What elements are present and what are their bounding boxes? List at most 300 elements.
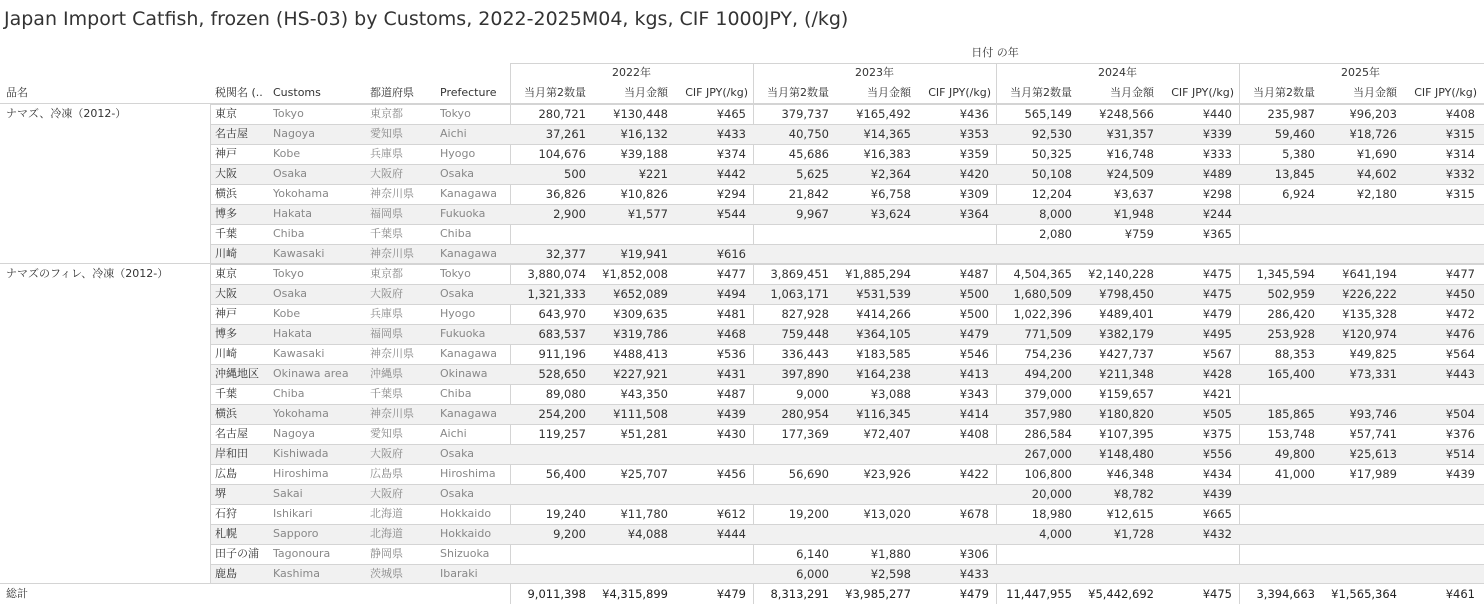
value-cell: ¥31,357 [1106, 127, 1154, 141]
value-cell: ¥111,508 [613, 407, 668, 421]
value-cell [821, 524, 911, 544]
row-divider [210, 524, 1484, 525]
value-cell [1385, 544, 1475, 564]
measure-header: CIF JPY(/kg) [928, 86, 991, 99]
value-cell: ¥472 [1445, 307, 1475, 321]
value-cell: ¥505 [1202, 407, 1232, 421]
value-cell: ¥468 [716, 327, 746, 341]
customs-jp: 大阪 [215, 287, 237, 300]
total-cell: 3,394,663 [1256, 587, 1315, 601]
value-cell: ¥531,539 [856, 287, 911, 301]
value-cell: 528,650 [538, 367, 586, 381]
value-cell: 286,420 [1267, 307, 1315, 321]
prefecture-en: Hyogo [440, 307, 476, 320]
customs-en: Kobe [273, 147, 301, 160]
row-divider [510, 63, 1484, 64]
value-cell [578, 484, 668, 504]
value-cell: 1,680,509 [1013, 287, 1072, 301]
prefecture-en: Kanagawa [440, 187, 497, 200]
prefecture-en: Aichi [440, 427, 467, 440]
row-divider [210, 144, 1484, 145]
value-cell: ¥432 [1202, 527, 1232, 541]
value-cell: ¥25,613 [1349, 447, 1397, 461]
customs-en: Kashima [273, 567, 320, 580]
value-cell: ¥116,345 [856, 407, 911, 421]
value-cell: 89,080 [545, 387, 586, 401]
value-cell: ¥1,728 [1113, 527, 1154, 541]
value-cell: ¥211,348 [1099, 367, 1154, 381]
product-name: ナマズ、冷凍（2012-） [6, 107, 127, 120]
value-cell: 1,345,594 [1256, 267, 1315, 281]
value-cell [899, 524, 989, 544]
value-cell: 379,737 [781, 107, 829, 121]
value-cell: ¥376 [1445, 427, 1475, 441]
value-cell: ¥3,624 [870, 207, 911, 221]
value-cell [1385, 484, 1475, 504]
value-cell: ¥798,450 [1099, 287, 1154, 301]
prefecture-jp: 大阪府 [370, 447, 403, 460]
prefecture-en: Osaka [440, 287, 475, 300]
value-cell: ¥16,383 [863, 147, 911, 161]
customs-jp: 川崎 [215, 247, 237, 260]
row-divider [210, 464, 1484, 465]
measure-header: 当月第2数量 [524, 86, 586, 99]
dim-header: 税関名 (.. [215, 86, 263, 99]
value-cell: 9,200 [553, 527, 586, 541]
value-cell [656, 224, 746, 244]
chart-title: Japan Import Catfish, frozen (HS-03) by Customs, 2022-2025M04, kgs, CIF 1000JPY, (/kg) [4, 8, 849, 30]
value-cell: ¥16,132 [620, 127, 668, 141]
value-cell: ¥436 [959, 107, 989, 121]
value-cell: 253,928 [1267, 327, 1315, 341]
value-cell [578, 544, 668, 564]
value-cell: 5,625 [796, 167, 829, 181]
customs-jp: 横浜 [215, 407, 237, 420]
value-cell: ¥51,281 [620, 427, 668, 441]
value-cell: ¥439 [1445, 467, 1475, 481]
value-cell: ¥39,188 [620, 147, 668, 161]
row-divider [210, 104, 1484, 105]
value-cell: ¥465 [716, 107, 746, 121]
value-cell: ¥46,348 [1106, 467, 1154, 481]
prefecture-jp: 神奈川県 [370, 247, 414, 260]
customs-jp: 東京 [215, 107, 237, 120]
customs-jp: 沖縄地区 [215, 367, 259, 380]
prefecture-en: Shizuoka [440, 547, 490, 560]
value-cell: ¥434 [1202, 467, 1232, 481]
value-cell: 911,196 [538, 347, 586, 361]
value-cell: ¥319,786 [613, 327, 668, 341]
value-cell [1225, 204, 1315, 224]
row-divider [210, 484, 1484, 485]
value-cell: ¥159,657 [1099, 387, 1154, 401]
prefecture-jp: 北海道 [370, 507, 403, 520]
value-cell: ¥57,741 [1349, 427, 1397, 441]
value-cell [1064, 564, 1154, 584]
prefecture-jp: 千葉県 [370, 387, 403, 400]
row-divider [210, 224, 1484, 225]
value-cell [656, 444, 746, 464]
value-cell [821, 484, 911, 504]
value-cell: 8,000 [1039, 207, 1072, 221]
value-cell: ¥431 [716, 367, 746, 381]
value-cell: 643,970 [538, 307, 586, 321]
row-divider [210, 364, 1484, 365]
customs-jp: 広島 [215, 467, 237, 480]
total-cell: ¥479 [959, 587, 989, 601]
value-cell: ¥514 [1445, 447, 1475, 461]
prefecture-jp: 福岡県 [370, 207, 403, 220]
crosstab-table [0, 44, 1484, 604]
column-divider [210, 104, 211, 584]
value-cell: 3,869,451 [770, 267, 829, 281]
prefecture-jp: 愛知県 [370, 427, 403, 440]
value-cell: 36,826 [545, 187, 586, 201]
total-cell: ¥5,442,692 [1088, 587, 1154, 601]
row-divider [210, 404, 1484, 405]
value-cell: ¥488,413 [613, 347, 668, 361]
customs-jp: 神戸 [215, 147, 237, 160]
value-cell [578, 564, 668, 584]
value-cell: 56,690 [788, 467, 829, 481]
value-cell [1142, 544, 1232, 564]
value-cell: ¥24,509 [1106, 167, 1154, 181]
value-cell: ¥309,635 [613, 307, 668, 321]
value-cell: ¥294 [716, 187, 746, 201]
value-cell: ¥487 [959, 267, 989, 281]
value-cell: ¥148,480 [1099, 447, 1154, 461]
prefecture-jp: 茨城県 [370, 567, 403, 580]
customs-en: Hiroshima [273, 467, 329, 480]
customs-jp: 博多 [215, 207, 237, 220]
prefecture-jp: 静岡県 [370, 547, 403, 560]
customs-en: Sapporo [273, 527, 319, 540]
value-cell: ¥3,637 [1113, 187, 1154, 201]
prefecture-jp: 東京都 [370, 267, 403, 280]
value-cell: ¥164,238 [856, 367, 911, 381]
value-cell: ¥536 [716, 347, 746, 361]
value-cell: ¥12,615 [1106, 507, 1154, 521]
value-cell: ¥4,602 [1356, 167, 1397, 181]
value-cell [982, 244, 1072, 264]
prefecture-en: Osaka [440, 487, 475, 500]
total-cell: 11,447,955 [1006, 587, 1072, 601]
value-cell: ¥759 [1124, 227, 1154, 241]
customs-en: Tokyo [273, 107, 304, 120]
value-cell: ¥2,598 [870, 567, 911, 581]
prefecture-en: Aichi [440, 127, 467, 140]
value-cell: 754,236 [1024, 347, 1072, 361]
value-cell: 49,800 [1274, 447, 1315, 461]
value-cell [1385, 204, 1475, 224]
value-cell: 9,000 [796, 387, 829, 401]
year-header: 2023年 [855, 66, 894, 79]
value-cell: ¥450 [1445, 287, 1475, 301]
value-cell: 88,353 [1274, 347, 1315, 361]
customs-en: Chiba [273, 227, 305, 240]
value-cell [899, 224, 989, 244]
customs-en: Hakata [273, 327, 312, 340]
total-cell: ¥475 [1202, 587, 1232, 601]
prefecture-en: Osaka [440, 447, 475, 460]
customs-jp: 田子の浦 [215, 547, 259, 560]
value-cell [899, 484, 989, 504]
value-cell [1307, 224, 1397, 244]
value-cell [1225, 484, 1315, 504]
value-cell: ¥107,395 [1099, 427, 1154, 441]
value-cell: ¥494 [716, 287, 746, 301]
value-cell: ¥23,926 [863, 467, 911, 481]
value-cell [899, 244, 989, 264]
customs-jp: 川崎 [215, 347, 237, 360]
value-cell: ¥556 [1202, 447, 1232, 461]
value-cell: ¥2,364 [870, 167, 911, 181]
value-cell: 92,530 [1031, 127, 1072, 141]
prefecture-en: Okinawa [440, 367, 488, 380]
value-cell [1225, 384, 1315, 404]
prefecture-jp: 広島県 [370, 467, 403, 480]
row-divider [210, 564, 1484, 565]
row-divider [210, 124, 1484, 125]
customs-en: Ishikari [273, 507, 313, 520]
value-cell: ¥420 [959, 167, 989, 181]
value-cell: ¥14,365 [863, 127, 911, 141]
value-cell [1064, 544, 1154, 564]
value-cell: 32,377 [545, 247, 586, 261]
value-cell: ¥19,941 [620, 247, 668, 261]
value-cell: 3,880,074 [527, 267, 586, 281]
measure-header: CIF JPY(/kg) [685, 86, 748, 99]
value-cell [1385, 504, 1475, 524]
value-cell [1225, 224, 1315, 244]
value-cell: ¥612 [716, 507, 746, 521]
value-cell: 12,204 [1031, 187, 1072, 201]
value-cell: ¥475 [1202, 267, 1232, 281]
value-cell: ¥364,105 [856, 327, 911, 341]
value-cell: 286,584 [1024, 427, 1072, 441]
value-cell: ¥353 [959, 127, 989, 141]
prefecture-jp: 大阪府 [370, 287, 403, 300]
value-cell: ¥17,989 [1349, 467, 1397, 481]
value-cell: 19,200 [788, 507, 829, 521]
value-cell: 357,980 [1024, 407, 1072, 421]
prefecture-jp: 大阪府 [370, 487, 403, 500]
prefecture-en: Kanagawa [440, 247, 497, 260]
value-cell: ¥477 [716, 267, 746, 281]
value-cell [821, 244, 911, 264]
value-cell [496, 444, 586, 464]
value-cell: ¥439 [1202, 487, 1232, 501]
customs-jp: 大阪 [215, 167, 237, 180]
value-cell: 565,149 [1024, 107, 1072, 121]
value-cell [1225, 244, 1315, 264]
value-cell [496, 484, 586, 504]
customs-en: Sakai [273, 487, 303, 500]
value-cell: ¥18,726 [1349, 127, 1397, 141]
value-cell: 254,200 [538, 407, 586, 421]
value-cell: 9,967 [796, 207, 829, 221]
value-cell [496, 544, 586, 564]
value-cell: 165,400 [1267, 367, 1315, 381]
value-cell: 280,954 [781, 407, 829, 421]
value-cell: ¥481 [716, 307, 746, 321]
dim-header: 品名 [6, 86, 28, 99]
value-cell: ¥227,921 [613, 367, 668, 381]
value-cell: ¥616 [716, 247, 746, 261]
value-cell: 379,000 [1024, 387, 1072, 401]
value-cell [1225, 504, 1315, 524]
prefecture-jp: 北海道 [370, 527, 403, 540]
value-cell: 41,000 [1274, 467, 1315, 481]
measure-header: 当月金額 [1353, 86, 1397, 99]
value-cell [1307, 544, 1397, 564]
value-cell [821, 444, 911, 464]
value-cell [1385, 524, 1475, 544]
value-cell [1307, 524, 1397, 544]
value-cell: 2,900 [553, 207, 586, 221]
value-cell [1225, 544, 1315, 564]
prefecture-jp: 福岡県 [370, 327, 403, 340]
row-divider [210, 204, 1484, 205]
prefecture-en: Tokyo [440, 267, 471, 280]
row-divider [210, 504, 1484, 505]
value-cell: 1,321,333 [527, 287, 586, 301]
value-cell [821, 224, 911, 244]
customs-jp: 石狩 [215, 507, 237, 520]
year-header: 2025年 [1341, 66, 1380, 79]
value-cell: ¥489,401 [1099, 307, 1154, 321]
customs-jp: 博多 [215, 327, 237, 340]
total-cell: ¥461 [1445, 587, 1475, 601]
value-cell: 6,000 [796, 567, 829, 581]
value-cell [1307, 244, 1397, 264]
value-cell [578, 444, 668, 464]
prefecture-en: Tokyo [440, 107, 471, 120]
value-cell: 106,800 [1024, 467, 1072, 481]
total-cell: ¥3,985,277 [845, 587, 911, 601]
value-cell: ¥413 [959, 367, 989, 381]
value-cell: ¥2,140,228 [1088, 267, 1154, 281]
total-cell: ¥1,565,364 [1331, 587, 1397, 601]
value-cell [656, 544, 746, 564]
prefecture-jp: 愛知県 [370, 127, 403, 140]
product-name: ナマズのフィレ、冷凍（2012-） [6, 267, 169, 280]
measure-header: 当月第2数量 [1253, 86, 1315, 99]
value-cell: ¥374 [716, 147, 746, 161]
value-cell: ¥343 [959, 387, 989, 401]
value-cell: 336,443 [781, 347, 829, 361]
value-cell [1385, 244, 1475, 264]
row-divider [210, 284, 1484, 285]
value-cell: ¥165,492 [856, 107, 911, 121]
value-cell: 6,924 [1282, 187, 1315, 201]
value-cell: 50,108 [1031, 167, 1072, 181]
measure-header: 当月金額 [1110, 86, 1154, 99]
customs-jp: 札幌 [215, 527, 237, 540]
prefecture-en: Hokkaido [440, 507, 492, 520]
value-cell: 759,448 [781, 327, 829, 341]
value-cell: ¥2,180 [1356, 187, 1397, 201]
value-cell: 1,022,396 [1013, 307, 1072, 321]
value-cell: ¥333 [1202, 147, 1232, 161]
year-header: 2024年 [1098, 66, 1137, 79]
prefecture-en: Hokkaido [440, 527, 492, 540]
value-cell: 4,000 [1039, 527, 1072, 541]
value-cell: ¥504 [1445, 407, 1475, 421]
value-cell: 6,140 [796, 547, 829, 561]
value-cell: ¥665 [1202, 507, 1232, 521]
value-cell: ¥11,780 [620, 507, 668, 521]
customs-en: Hakata [273, 207, 312, 220]
value-cell: ¥130,448 [613, 107, 668, 121]
value-cell [1225, 564, 1315, 584]
value-cell: ¥567 [1202, 347, 1232, 361]
dim-header: Customs [273, 86, 321, 99]
prefecture-jp: 兵庫県 [370, 307, 403, 320]
prefecture-en: Chiba [440, 227, 472, 240]
value-cell: ¥1,577 [627, 207, 668, 221]
value-cell: ¥382,179 [1099, 327, 1154, 341]
value-cell: ¥500 [959, 287, 989, 301]
customs-en: Kawasaki [273, 247, 325, 260]
measure-header: CIF JPY(/kg) [1414, 86, 1477, 99]
prefecture-jp: 神奈川県 [370, 407, 414, 420]
value-cell [1064, 244, 1154, 264]
prefecture-en: Kanagawa [440, 407, 497, 420]
value-cell [1225, 524, 1315, 544]
value-cell: 13,845 [1274, 167, 1315, 181]
value-cell: ¥359 [959, 147, 989, 161]
value-cell: ¥456 [716, 467, 746, 481]
row-divider [210, 384, 1484, 385]
value-cell: ¥72,407 [863, 427, 911, 441]
prefecture-jp: 神奈川県 [370, 347, 414, 360]
value-cell: ¥641,194 [1342, 267, 1397, 281]
value-cell: ¥4,088 [627, 527, 668, 541]
value-cell: ¥364 [959, 207, 989, 221]
date-year-header: 日付 の年 [971, 46, 1019, 59]
value-cell: ¥439 [716, 407, 746, 421]
value-cell: 19,240 [545, 507, 586, 521]
grand-total-label: 総計 [6, 587, 28, 600]
value-cell [739, 444, 829, 464]
value-cell: ¥332 [1445, 167, 1475, 181]
row-divider [210, 444, 1484, 445]
value-cell: ¥183,585 [856, 347, 911, 361]
value-cell: 50,325 [1031, 147, 1072, 161]
customs-en: Tokyo [273, 267, 304, 280]
value-cell: ¥1,885,294 [845, 267, 911, 281]
customs-jp: 岸和田 [215, 447, 248, 460]
value-cell: ¥1,948 [1113, 207, 1154, 221]
value-cell: ¥315 [1445, 187, 1475, 201]
customs-en: Yokohama [273, 187, 329, 200]
value-cell: ¥678 [959, 507, 989, 521]
value-cell: ¥477 [1445, 267, 1475, 281]
value-cell [496, 224, 586, 244]
customs-en: Kawasaki [273, 347, 325, 360]
value-cell [1385, 384, 1475, 404]
value-cell: ¥1,690 [1356, 147, 1397, 161]
value-cell: ¥120,974 [1342, 327, 1397, 341]
value-cell [739, 224, 829, 244]
value-cell [739, 484, 829, 504]
value-cell: ¥546 [959, 347, 989, 361]
value-cell: 267,000 [1024, 447, 1072, 461]
customs-en: Osaka [273, 167, 308, 180]
value-cell: 4,504,365 [1013, 267, 1072, 281]
value-cell: ¥43,350 [620, 387, 668, 401]
